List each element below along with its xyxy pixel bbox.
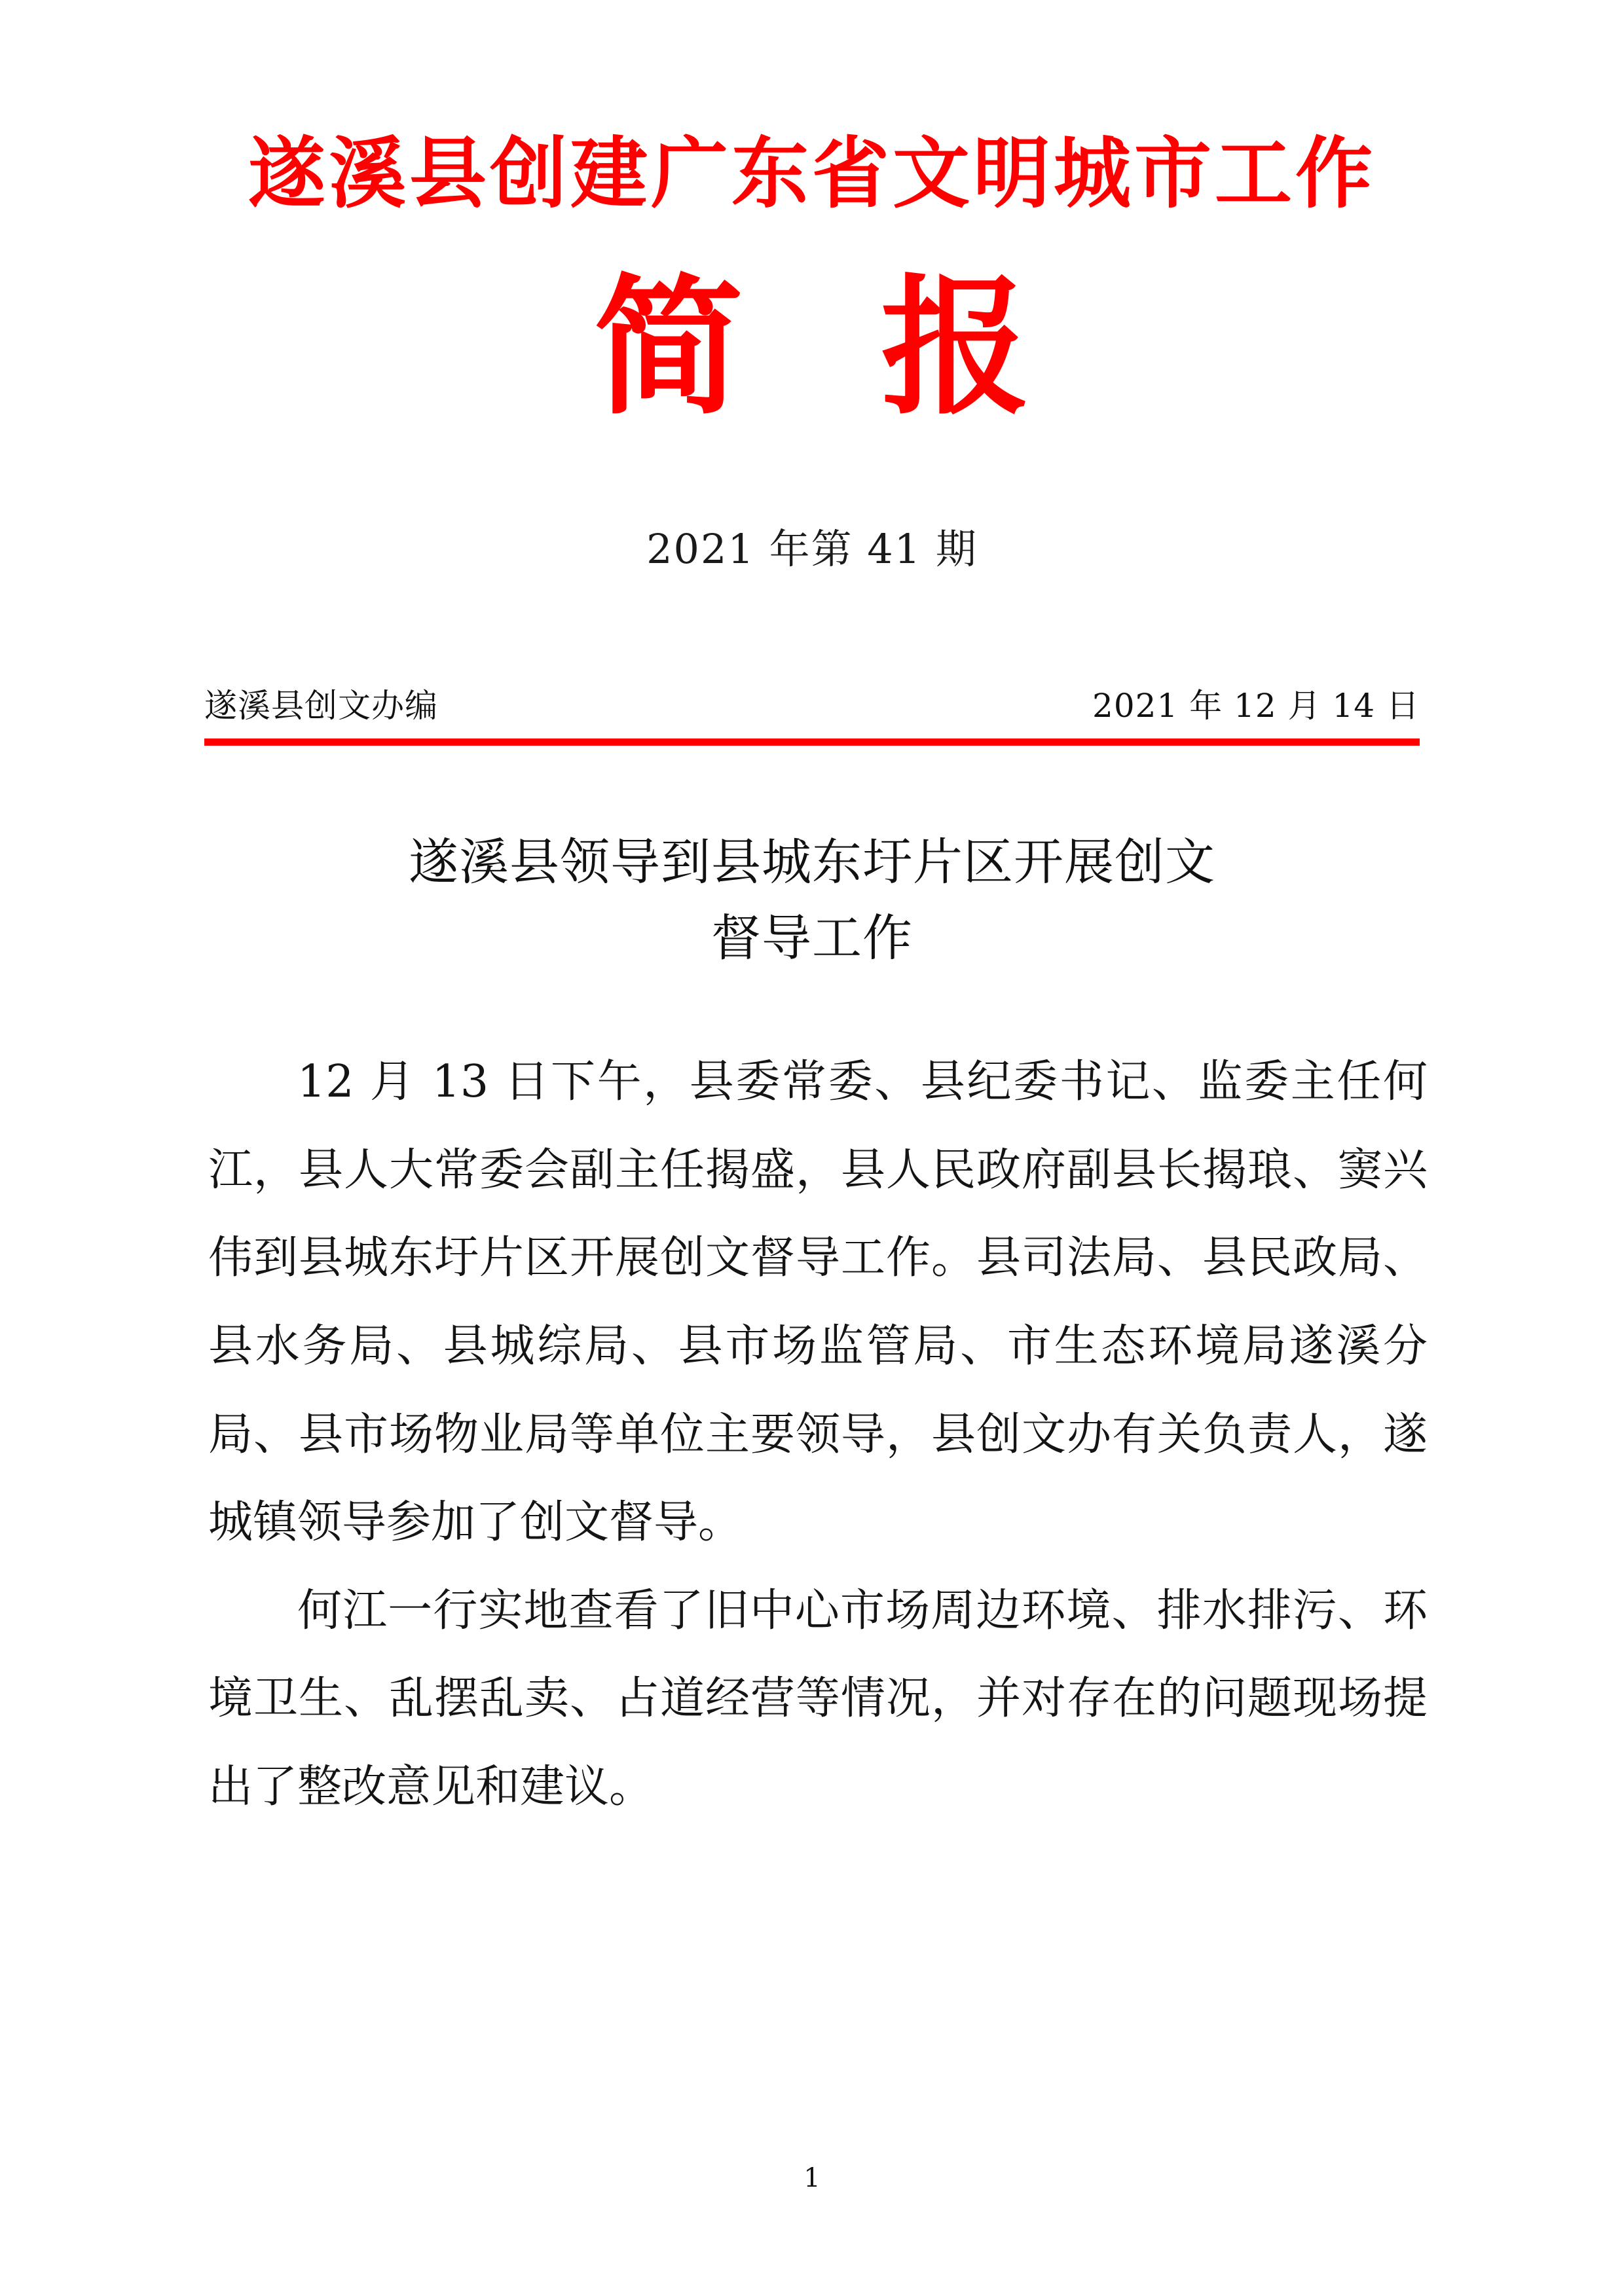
article-heading-line-1: 遂溪县领导到县城东圩片区开展创文 — [409, 832, 1215, 891]
article-heading — [0, 824, 1624, 975]
issue-number-line: 2021 年第 41 期 — [646, 525, 978, 574]
masthead — [0, 0, 1624, 576]
article-body — [208, 1038, 1428, 1832]
masthead-wordmark — [0, 256, 1624, 438]
imprint-date: 2021 年 12 月 14 日 — [1092, 686, 1420, 725]
imprint-editor: 遂溪县创文办编 — [204, 686, 438, 725]
masthead-title: 遂溪县创建广东省文明城市工作 — [248, 128, 1376, 219]
wordmark-char-left: 简 — [594, 259, 743, 435]
body-paragraph: 何江一行实地查看了旧中心市场周边环境、排水排污、环境卫生、乱摆乱卖、占道经营等情况，并对存在的问题现场提出了整改意见和建议。 — [208, 1584, 1428, 1813]
body-paragraph: 12 月 13 日下午，县委常委、县纪委书记、监委主任何江，县人大常委会副主任揭盛，县人民政府副县长揭琅、窦兴伟到县城东圩片区开展创文督导工作。县司法局、县民政局、县水务局、县城综局、县市场监管局、市生态环境局遂溪分局、县市场物业局等单位主要领导，县创文办有关负责人，遂城镇领导参加了创文督导。 — [208, 1056, 1428, 1549]
red-divider-rule — [204, 738, 1420, 746]
wordmark-char-right: 报 — [881, 259, 1030, 435]
article-heading-line-2: 督导工作 — [711, 908, 913, 967]
imprint-row — [0, 686, 1624, 725]
page-number: 1 — [803, 2163, 821, 2193]
